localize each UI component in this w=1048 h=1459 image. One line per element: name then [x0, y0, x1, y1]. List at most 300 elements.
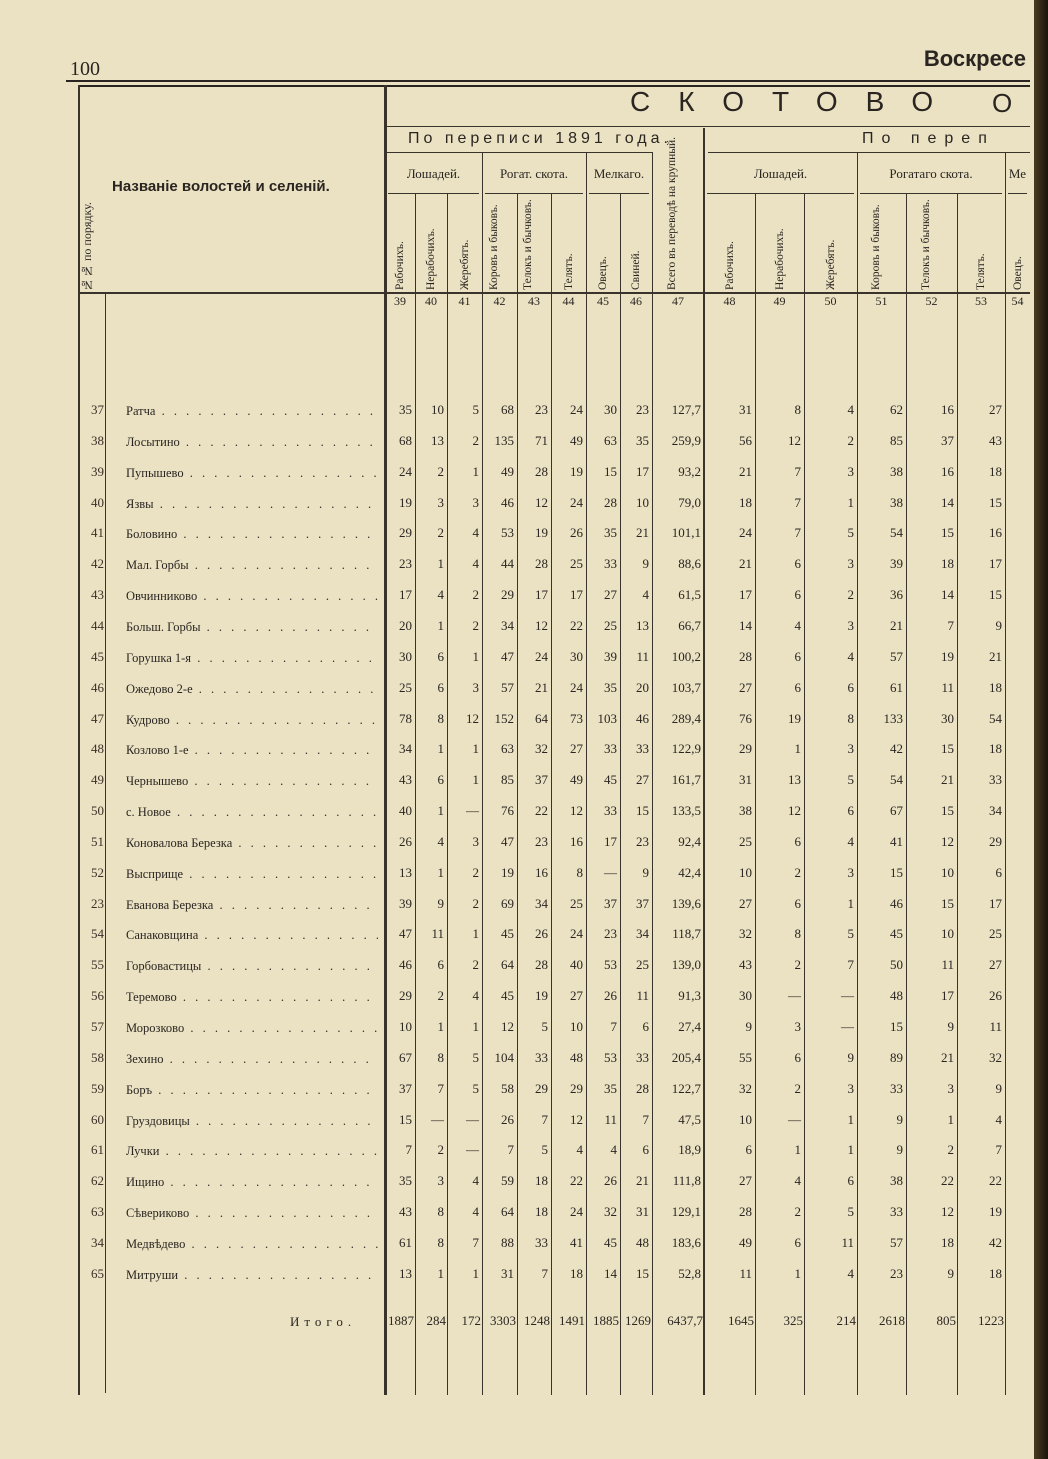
total-cell: 1887: [388, 1313, 414, 1328]
table-cell: 4: [847, 402, 854, 417]
table-cell: 7: [405, 1142, 412, 1158]
row-order-number: 46: [91, 679, 104, 695]
table-cell: 30: [570, 648, 583, 664]
total-cell: 1223: [978, 1313, 1004, 1328]
table-cell: 2: [437, 525, 444, 541]
table-cell: 2: [472, 895, 479, 911]
table-cell: 17: [604, 833, 617, 849]
table-cell: 6: [794, 556, 801, 572]
table-cell: 16: [941, 463, 954, 479]
table-cell: 9: [745, 1019, 752, 1034]
table-cell: 27: [739, 895, 752, 911]
table-cell: 103,7: [671, 679, 701, 695]
table-cell: 46: [501, 494, 514, 510]
table-cell: 25: [570, 556, 583, 572]
table-cell: 4: [437, 833, 444, 849]
table-cell: 11: [841, 1234, 854, 1250]
table-cell: 21: [989, 648, 1002, 664]
table-cell: 9: [995, 617, 1002, 633]
table-cell: 12: [941, 1204, 954, 1220]
table-cell: 33: [636, 741, 649, 757]
table-cell: 37: [399, 1080, 412, 1096]
table-cell: 26: [570, 525, 583, 541]
table-cell: 22: [989, 1173, 1002, 1189]
row-order-number: 40: [91, 494, 104, 510]
table-title-cut: О: [992, 88, 1013, 118]
column-number: 52: [925, 294, 938, 308]
table-cell: 2: [794, 864, 801, 880]
table-cell: 1: [472, 772, 479, 788]
table-cell: 8: [437, 710, 444, 726]
group-header: Рогатаго скота.: [889, 166, 973, 181]
total-cell: 1491: [559, 1313, 585, 1328]
table-cell: 91,3: [678, 988, 701, 1004]
table-cell: 32: [739, 926, 752, 942]
table-cell: 16: [989, 525, 1002, 541]
table-cell: 13: [788, 772, 801, 788]
table-cell: 2: [947, 1142, 954, 1158]
table-title: СКОТОВО: [630, 86, 962, 117]
table-cell: 10: [941, 864, 954, 880]
table-cell: 5: [847, 926, 854, 942]
table-cell: 47: [399, 926, 412, 942]
table-cell: 27: [989, 402, 1002, 417]
table-cell: 12: [501, 1019, 514, 1034]
table-cell: 4: [610, 1142, 617, 1158]
table-cell: 45: [501, 926, 514, 942]
table-cell: 6: [642, 1019, 649, 1034]
table-cell: 129,1: [671, 1204, 701, 1220]
table-cell: 29: [989, 833, 1002, 849]
table-cell: 64: [501, 957, 514, 973]
table-cell: 48: [570, 1049, 583, 1065]
table-cell: 7: [642, 1111, 649, 1127]
table-cell: 19: [399, 494, 412, 510]
table-cell: 40: [570, 957, 583, 973]
table-cell: 15: [989, 494, 1002, 510]
row-order-number: 59: [91, 1080, 104, 1096]
table-cell: 21: [535, 679, 548, 695]
village-name: Сѣвериково . . .: [126, 1206, 378, 1221]
table-cell: 8: [437, 1204, 444, 1220]
table-cell: 3: [437, 1173, 444, 1189]
table-cell: 4: [847, 833, 854, 849]
group-bottom-rule: [589, 193, 649, 194]
table-cell: 17: [989, 556, 1002, 572]
table-cell: 12: [570, 803, 583, 819]
table-cell: 4: [847, 648, 854, 664]
table-cell: 53: [604, 957, 617, 973]
table-cell: 37: [636, 895, 649, 911]
column-number: 51: [875, 294, 888, 308]
table-cell: 54: [890, 772, 903, 788]
column-number: 39: [394, 294, 406, 308]
table-cell: 22: [535, 803, 548, 819]
table-cell: 25: [570, 895, 583, 911]
table-cell: 6: [794, 895, 801, 911]
table-cell: 3: [847, 617, 854, 633]
table-cell: 61: [399, 1234, 412, 1250]
table-cell: 64: [501, 1204, 514, 1220]
table-cell: 31: [739, 772, 752, 788]
column-subheader: Рабочихъ.: [394, 241, 406, 290]
column-number: 44: [562, 294, 575, 308]
table-cell: 39: [399, 895, 412, 911]
table-cell: 1: [437, 1265, 444, 1281]
table-cell: 4: [847, 1265, 854, 1281]
table-cell: 6: [437, 648, 444, 664]
table-cell: 20: [399, 617, 412, 633]
table-cell: 45: [501, 988, 514, 1004]
column-subheader: Жеребятъ.: [824, 239, 837, 290]
table-cell: 21: [636, 525, 649, 541]
book-spine-edge: [1034, 0, 1048, 1459]
table-cell: 35: [399, 402, 412, 417]
table-cell: 26: [535, 926, 548, 942]
header-rule: [66, 80, 1030, 82]
table-cell: 39: [890, 556, 903, 572]
table-cell: 29: [739, 741, 752, 757]
table-cell: 17: [989, 895, 1002, 911]
table-cell: 7: [437, 1080, 444, 1096]
table-cell: 63: [501, 741, 514, 757]
table-cell: 47: [501, 833, 514, 849]
table-cell: 73: [570, 710, 583, 726]
table-cell: 53: [501, 525, 514, 541]
table-cell: 13: [399, 1265, 412, 1281]
table-cell: 28: [535, 556, 548, 572]
table-cell: 63: [604, 432, 617, 448]
row-order-number: 57: [91, 1019, 104, 1034]
row-order-number: 51: [91, 833, 104, 849]
table-cell: 9: [947, 1265, 954, 1281]
table-cell: 5: [541, 1142, 548, 1158]
table-cell: 26: [399, 833, 412, 849]
table-cell: 32: [604, 1204, 617, 1220]
total-cell: 284: [426, 1313, 446, 1328]
village-name: Медвѣдево . . .: [126, 1237, 378, 1252]
table-cell: 4: [472, 1204, 479, 1220]
table-cell: 139,6: [671, 895, 701, 911]
village-name: Лосытино . . .: [126, 435, 378, 450]
table-cell: 2: [437, 463, 444, 479]
table-cell: 29: [399, 525, 412, 541]
table-cell: 10: [570, 1019, 583, 1034]
table-cell: 12: [466, 710, 479, 726]
table-cell: 1: [437, 803, 444, 819]
total-cell: 1645: [728, 1313, 754, 1328]
table-cell: 37: [941, 432, 954, 448]
table-cell: 33: [989, 772, 1002, 788]
column-number: 49: [773, 294, 786, 308]
table-cell: 89: [890, 1049, 903, 1065]
table-cell: 26: [604, 1173, 617, 1189]
table-cell: 1: [794, 1142, 801, 1158]
table-cell: 5: [541, 1019, 548, 1034]
group-bottom-rule: [1008, 193, 1027, 194]
table-cell: 1: [847, 494, 854, 510]
column-subheader: Телятъ.: [975, 253, 987, 290]
village-name: Язвы . . .: [126, 497, 378, 512]
table-cell: 33: [535, 1049, 548, 1065]
table-cell: 9: [896, 1111, 903, 1127]
table-cell: 23: [636, 402, 649, 417]
table-cell: 11: [941, 957, 954, 973]
table-cell: 30: [739, 988, 752, 1004]
table-cell: 7: [794, 463, 801, 479]
table-cell: 161,7: [671, 772, 701, 788]
table-cell: 29: [501, 587, 514, 603]
table-cell: 12: [535, 494, 548, 510]
village-name: Боръ . . .: [126, 1083, 378, 1098]
village-name: Ожедово 2-е . . .: [126, 682, 378, 697]
table-cell: 11: [739, 1265, 752, 1281]
table-cell: 64: [535, 710, 548, 726]
village-name: Пупышево . . .: [126, 466, 378, 481]
table-cell: 41: [890, 833, 903, 849]
table-cell: 39: [604, 648, 617, 664]
column-subheader: Свиней.: [630, 250, 642, 290]
table-cell: 17: [570, 587, 583, 603]
table-cell: 10: [739, 864, 752, 880]
table-cell: 47,5: [678, 1111, 701, 1127]
table-cell: 27: [570, 988, 583, 1004]
table-cell: 21: [739, 463, 752, 479]
table-cell: 18: [570, 1265, 583, 1281]
total-cell: 2618: [879, 1313, 905, 1328]
table-cell: 2: [437, 988, 444, 1004]
table-cell: 18,9: [678, 1142, 701, 1158]
table-cell: 34: [636, 926, 649, 942]
table-cell: 35: [604, 525, 617, 541]
table-cell: 6: [794, 648, 801, 664]
table-cell: 2: [472, 957, 479, 973]
table-cell: 2: [437, 1142, 444, 1158]
table-cell: 6: [794, 833, 801, 849]
column-number: 54: [1011, 294, 1024, 308]
table-cell: 88,6: [678, 556, 701, 572]
table-cell: 31: [501, 1265, 514, 1281]
table-cell: 1: [437, 556, 444, 572]
table-cell: 36: [890, 587, 903, 603]
group-header: Ме: [1008, 166, 1027, 181]
table-cell: 67: [399, 1049, 412, 1065]
table-cell: 23: [604, 926, 617, 942]
table-cell: 6: [847, 803, 854, 819]
table-cell: 41: [570, 1234, 583, 1250]
row-order-number: 65: [91, 1265, 104, 1281]
table-cell: 111,8: [672, 1173, 701, 1189]
table-cell: 21: [941, 1049, 954, 1065]
table-cell: —: [841, 988, 854, 1004]
table-cell: 25: [399, 679, 412, 695]
table-cell: 3: [472, 833, 479, 849]
table-cell: 118,7: [672, 926, 701, 942]
table-cell: 9: [947, 1019, 954, 1034]
total-cell: 172: [461, 1313, 481, 1328]
table-cell: 33: [890, 1080, 903, 1096]
table-cell: 29: [399, 988, 412, 1004]
table-cell: 2: [794, 957, 801, 973]
census-1891-bottom-rule: [385, 152, 653, 153]
table-cell: 13: [431, 432, 444, 448]
table-cell: 31: [636, 1204, 649, 1220]
table-cell: 57: [501, 679, 514, 695]
table-cell: 6: [794, 679, 801, 695]
table-cell: 5: [847, 1204, 854, 1220]
table-cell: 103: [597, 710, 617, 726]
table-cell: 3: [847, 556, 854, 572]
table-cell: 4: [642, 587, 649, 603]
table-cell: 6: [437, 679, 444, 695]
total-cell: 1248: [524, 1313, 550, 1328]
table-cell: 15: [890, 1019, 903, 1034]
table-cell: 2: [847, 587, 854, 603]
table-cell: 4: [995, 1111, 1002, 1127]
table-cell: 45: [890, 926, 903, 942]
table-cell: 92,4: [678, 833, 701, 849]
row-order-number: 37: [91, 402, 104, 417]
table-cell: 11: [989, 1019, 1002, 1034]
table-cell: 55: [739, 1049, 752, 1065]
table-cell: 5: [472, 1049, 479, 1065]
village-name: Еванова Березка . . .: [126, 898, 378, 913]
table-cell: 10: [941, 926, 954, 942]
table-cell: 47: [501, 648, 514, 664]
table-cell: 14: [941, 587, 954, 603]
table-cell: 12: [535, 617, 548, 633]
table-cell: 24: [739, 525, 752, 541]
column-subheader: Коровъ и быковъ.: [487, 204, 500, 290]
table-cell: 2: [472, 864, 479, 880]
table-cell: 5: [472, 402, 479, 417]
village-name: Кудрово . . .: [126, 713, 378, 728]
table-cell: 3: [847, 864, 854, 880]
table-cell: 19: [535, 525, 548, 541]
page-number: 100: [70, 58, 100, 80]
table-cell: 15: [636, 1265, 649, 1281]
table-cell: 25: [989, 926, 1002, 942]
table-cell: 18: [739, 494, 752, 510]
table-cell: 28: [739, 648, 752, 664]
table-cell: 38: [890, 463, 903, 479]
table-cell: 4: [472, 1173, 479, 1189]
table-cell: 2: [472, 617, 479, 633]
table-cell: 122,9: [671, 741, 701, 757]
table-cell: 48: [890, 988, 903, 1004]
table-cell: 101,1: [671, 525, 701, 541]
table-cell: 10: [636, 494, 649, 510]
table-cell: 42: [989, 1234, 1002, 1250]
table-cell: 3: [472, 494, 479, 510]
table-cell: 1: [847, 895, 854, 911]
table-cell: 44: [501, 556, 514, 572]
table-cell: 17: [739, 587, 752, 603]
table-cell: 27: [604, 587, 617, 603]
table-cell: 6: [794, 1234, 801, 1250]
table-cell: —: [431, 1111, 444, 1127]
table-cell: 23: [535, 833, 548, 849]
total-cell: 1885: [593, 1313, 619, 1328]
village-name: Козлово 1-е . . .: [126, 743, 378, 758]
table-cell: 67: [890, 803, 903, 819]
village-name: Зехино . . .: [126, 1052, 378, 1067]
table-cell: 23: [535, 402, 548, 417]
village-name: Груздовицы . . .: [126, 1114, 378, 1129]
table-cell: —: [788, 1111, 801, 1127]
census-1891-header: По переписи 1891 года.: [408, 130, 672, 147]
column-number: 45: [597, 294, 609, 308]
table-cell: 34: [989, 803, 1002, 819]
row-order-number: 34: [91, 1234, 104, 1250]
table-cell: 46: [636, 710, 649, 726]
table-cell: 6: [847, 1173, 854, 1189]
table-cell: 38: [739, 803, 752, 819]
table-cell: 122,7: [671, 1080, 701, 1096]
table-cell: 62: [890, 402, 903, 417]
table-cell: 23: [890, 1265, 903, 1281]
total-cell: 1269: [625, 1313, 651, 1328]
table-cell: 133,5: [671, 803, 701, 819]
table-cell: 3: [947, 1080, 954, 1096]
table-cell: 45: [604, 1234, 617, 1250]
table-cell: 21: [941, 772, 954, 788]
row-order-number: 61: [91, 1142, 104, 1158]
table-cell: 15: [399, 1111, 412, 1127]
table-cell: 28: [739, 1204, 752, 1220]
total-cell: 214: [836, 1313, 856, 1328]
table-cell: 17: [399, 587, 412, 603]
table-cell: 27: [570, 741, 583, 757]
table-cell: 7: [541, 1265, 548, 1281]
table-cell: 4: [794, 1173, 801, 1189]
table-cell: 4: [437, 587, 444, 603]
name-column-divider: [384, 85, 387, 1395]
row-order-number: 39: [91, 463, 104, 479]
row-order-number: 63: [91, 1204, 104, 1220]
table-cell: 58: [501, 1080, 514, 1096]
table-cell: 24: [570, 926, 583, 942]
table-cell: 15: [941, 803, 954, 819]
table-cell: 43: [739, 957, 752, 973]
table-cell: 18: [535, 1173, 548, 1189]
table-cell: 34: [535, 895, 548, 911]
table-cell: 88: [501, 1234, 514, 1250]
table-cell: —: [788, 988, 801, 1004]
column-divider: [1005, 152, 1006, 1395]
table-cell: 12: [570, 1111, 583, 1127]
table-cell: 26: [501, 1111, 514, 1127]
row-order-number: 50: [91, 803, 104, 819]
row-order-number: 42: [91, 556, 104, 572]
table-cell: 79,0: [678, 494, 701, 510]
table-cell: 66,7: [678, 617, 701, 633]
column-subheader: Всего въ переводѣ на крупный.: [666, 136, 678, 290]
row-order-number: 47: [91, 710, 104, 726]
table-cell: 6: [995, 864, 1002, 880]
column-number: 53: [975, 294, 987, 308]
table-cell: 11: [604, 1111, 617, 1127]
table-cell: 46: [399, 957, 412, 973]
table-cell: 104: [494, 1049, 514, 1065]
total-cell: 325: [783, 1313, 803, 1328]
table-cell: 15: [989, 587, 1002, 603]
table-cell: 27: [739, 1173, 752, 1189]
table-cell: 57: [890, 648, 903, 664]
table-cell: 152: [494, 710, 514, 726]
table-cell: 7: [472, 1234, 479, 1250]
table-cell: 38: [890, 1173, 903, 1189]
